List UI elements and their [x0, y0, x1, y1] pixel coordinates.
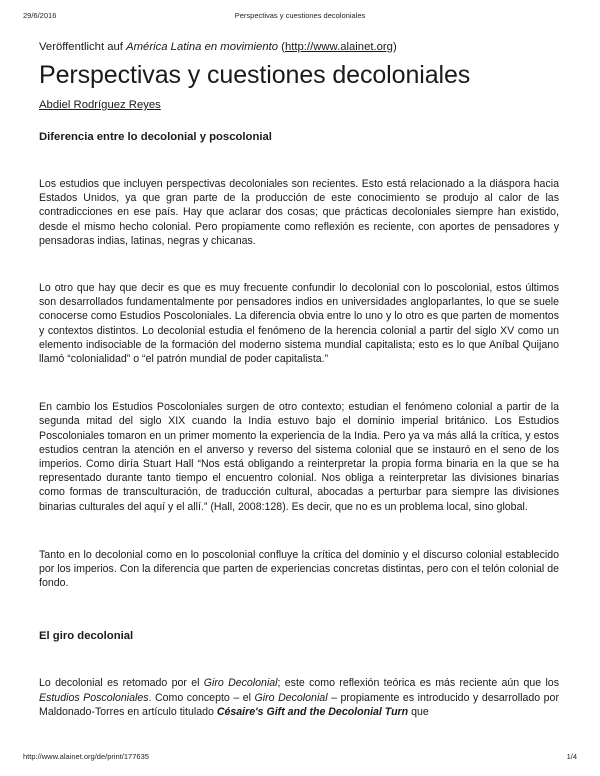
- section-heading-diferencia: Diferencia entre lo decolonial y poscolonial: [39, 131, 272, 143]
- p5-bold-italic: Césaire's Gift and the Decolonial Turn: [216, 705, 409, 718]
- p5-text-2: ; este como reflexión teórica es más reciente aún que los: [277, 677, 559, 690]
- print-date: 29/6/2016: [23, 11, 57, 20]
- print-title: Perspectivas y cuestiones decoloniales: [234, 11, 366, 20]
- paragraph-2: Lo otro que hay que decir es que es muy frecuente confundir lo decolonial con lo poscolonial, estos últimos son desarrollados fundamentalmente por pensadores indios en universidades angloparlantes, lo que se suele conocerse como Estudios Poscoloniales. La diferencia obvia entre lo uno y lo otro es que parten de momentos y contextos distintos. Lo decolonial estudia el fenómeno de la herencia colonial a partir del siglo XV como un elemento indisociable de la formación del moderno sistema mundial capitalista; esto es lo que Aníbal Quijano llamó “colonialidad” o “el patrón mundial de poder capitalista.”: [39, 282, 559, 366]
- p5-text-1: Lo decolonial es retomado por el: [39, 677, 204, 690]
- author-link[interactable]: Abdiel Rodríguez Reyes: [39, 99, 161, 111]
- p5-italic-1: Giro Decolonial: [203, 677, 278, 690]
- page-number: 1/4: [566, 752, 577, 761]
- publication-line: [39, 40, 559, 54]
- p5-text-4: – propiamente es introducido y desarrollado por Maldonado-Torres en artículo titulado: [39, 691, 559, 718]
- publication-prefix: Veröffentlicht auf: [39, 41, 127, 53]
- paragraph-4: Tanto en lo decolonial como en lo poscolonial confluye la crítica del dominio y el discurso colonial establecido por los imperios. Con la diferencia que parten de experiencias concretas distintas, pero con el telón colonial de fondo.: [39, 548, 559, 590]
- publication-url-link[interactable]: http://www.alainet.org: [284, 41, 393, 53]
- paragraph-3: En cambio los Estudios Poscoloniales surgen de otro contexto; estudian el fenómeno colonial a partir de la segunda mitad del siglo XIX cuando la India estuvo bajo el dominio imperial británico. Los Estudios Poscoloniales tomaron en un primer momento la experiencia de la India. Pero ya va más allá la crítica, y estos estudios centran la atención en el anverso y reverso del sistema colonial que se instauró en el seno de los imperios. Como diría Stuart Hall “Nos está obligando a reinterpretar la propia forma binaria en la que se ha representado durante tanto tiempo el encuentro colonial. Nos obliga a reinterpretar las divisiones binarias como formas de transculturación, de traducción cultural, abocadas a perturbar para siempre las divisiones binarias culturales del aquí y el allí.” (Hall, 2008:128). Es decir, que no es un problema local, sino global.: [39, 401, 559, 513]
- publication-outlet: América Latina en movimiento: [126, 41, 279, 53]
- section-heading-giro: El giro decolonial: [39, 630, 134, 643]
- publication-close: ): [392, 41, 397, 53]
- article-content: [39, 40, 559, 719]
- p5-text-5: que: [408, 705, 429, 718]
- article-title: Perspectivas y cuestiones decoloniales: [39, 61, 471, 89]
- p5-italic-2: Estudios Poscoloniales: [39, 691, 149, 704]
- paragraph-5: [39, 676, 559, 719]
- footer-url: http://www.alainet.org/de/print/177635: [23, 752, 149, 761]
- p5-italic-3: Giro Decolonial: [254, 691, 328, 704]
- publication-open: (: [278, 41, 285, 53]
- paragraph-1: Los estudios que incluyen perspectivas decoloniales son recientes. Esto está relacionado a la diáspora hacia Estados Unidos, ya que gran parte de la producción de este conocimiento se produjo al calor de las contradicciones en ese país. Hay que aclarar dos cosas; que prácticas decoloniales siempre han existido, desde el mismo hecho colonial. Pero propiamente como reflexión es reciente, con aportes de pensadores y pensadoras indias, latinas, negras y chicanas.: [39, 178, 559, 247]
- p5-text-3: . Como concepto – el: [148, 691, 255, 704]
